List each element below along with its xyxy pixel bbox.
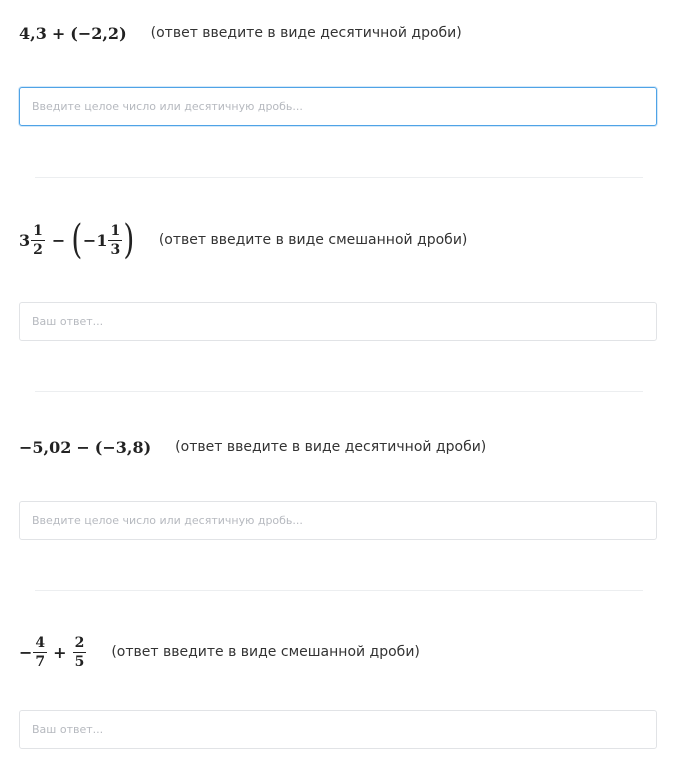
sign: − — [82, 230, 97, 250]
whole-part: 1 — [96, 230, 108, 250]
task-3-answer-input[interactable] — [19, 501, 657, 540]
numerator: 1 — [33, 222, 43, 239]
task-4-hint: (ответ введите в виде смешанной дроби) — [111, 644, 420, 660]
task-2-answer-input[interactable] — [19, 302, 657, 341]
task-2-expression — [19, 217, 135, 263]
fraction — [33, 636, 47, 669]
operand-b: (−2,2) — [70, 23, 127, 43]
task-1-expression — [19, 24, 127, 43]
task-1-answer-input[interactable] — [19, 87, 657, 126]
operand-b: (−3,8) — [94, 437, 152, 457]
divider — [35, 391, 643, 392]
task-1-question — [19, 13, 462, 53]
left-paren: ( — [71, 217, 83, 263]
fraction — [108, 224, 122, 257]
divider — [35, 590, 643, 591]
fraction — [73, 636, 87, 669]
task-3-hint: (ответ введите в виде десятичной дроби) — [175, 439, 487, 455]
operator: − — [51, 230, 66, 250]
whole-part: 3 — [19, 230, 31, 250]
task-4-expression — [19, 636, 87, 669]
task-2-hint: (ответ введите в виде смешанной дроби) — [158, 232, 468, 248]
operand-a: 4,3 — [19, 23, 47, 43]
operator: + — [53, 642, 67, 662]
numerator: 4 — [35, 634, 46, 651]
denominator: 2 — [33, 241, 43, 258]
task-4-question — [19, 632, 420, 672]
numerator: 1 — [110, 222, 121, 239]
task-4-answer-input[interactable] — [19, 710, 657, 749]
numerator: 2 — [74, 634, 85, 651]
denominator: 3 — [110, 241, 121, 258]
sign: − — [19, 642, 33, 662]
task-3-question — [19, 427, 486, 467]
denominator: 5 — [74, 653, 85, 670]
task-2-question — [19, 217, 468, 263]
operator: + — [51, 23, 66, 43]
operator: − — [76, 437, 90, 457]
task-1-hint: (ответ введите в виде десятичной дроби) — [150, 25, 462, 41]
right-paren: ) — [123, 217, 135, 263]
denominator: 7 — [35, 653, 46, 670]
operand-a: −5,02 — [19, 437, 72, 457]
fraction — [31, 224, 45, 257]
task-3-expression — [19, 438, 151, 457]
divider — [35, 177, 643, 178]
